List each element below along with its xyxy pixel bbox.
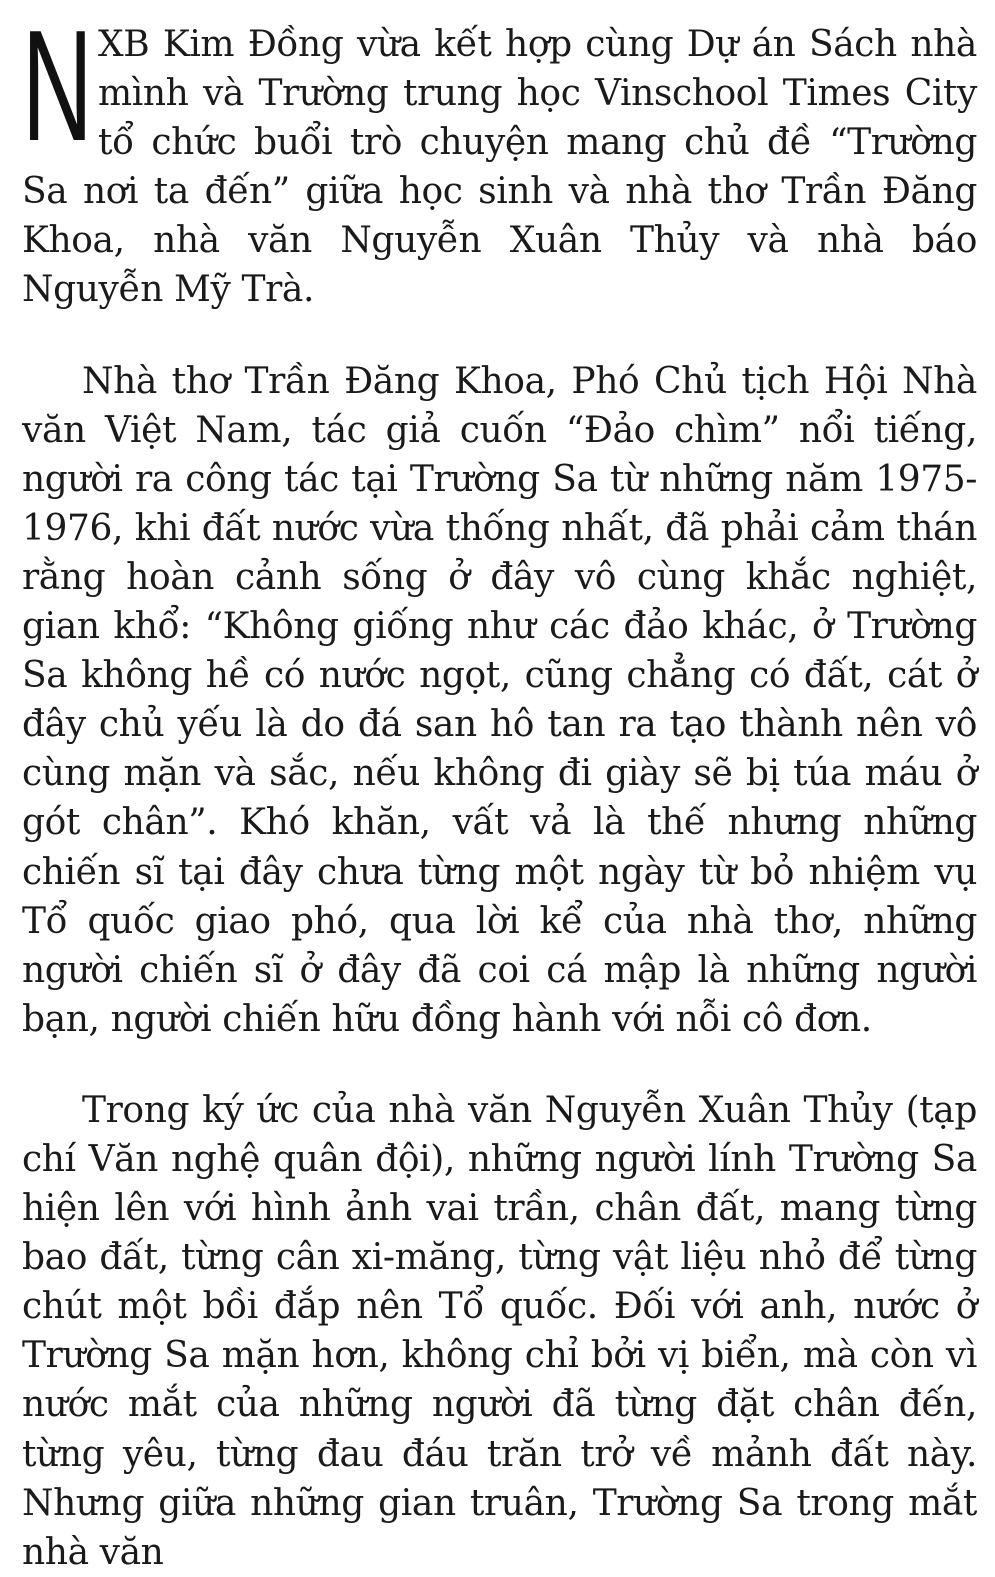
paragraph-intro: [22, 0, 977, 315]
paragraph-intro-text: XB Kim Đồng vừa kết hợp cùng Dự án Sách nhà mình và Trường trung học Vinschool Times City tổ chức buổi trò chuyện mang chủ đề “Trường Sa nơi ta đến” giữa học sinh và nhà thơ Trần Đăng Khoa, nhà văn Nguyễn Xuân Thủy và nhà báo Nguyễn Mỹ Trà.: [22, 24, 977, 311]
paragraph-nguyen-xuan-thuy: Trong ký ức của nhà văn Nguyễn Xuân Thủy (tạp chí Văn nghệ quân đội), những người lính Trường Sa hiện lên với hình ảnh vai trần, chân đất, mang từng bao đất, từng cân xi-măng, từng vật liệu nhỏ để từng chút một bồi đắp nên Tổ quốc. Đối với anh, nước ở Trường Sa mặn hơn, không chỉ bởi vị biển, mà còn vì nước mắt của những người đã từng đặt chân đến, từng yêu, từng đau đáu trăn trở về mảnh đất này. Nhưng giữa những gian truân, Trường Sa trong mắt nhà văn: [22, 1089, 977, 1573]
article-body: [22, 0, 977, 1573]
paragraph-tran-dang-khoa: Nhà thơ Trần Đăng Khoa, Phó Chủ tịch Hội Nhà văn Việt Nam, tác giả cuốn “Đảo chìm” nổi tiếng, người ra công tác tại Trường Sa từ những năm 1975-1976, khi đất nước vừa thống nhất, đã phải cảm thán rằng hoàn cảnh sống ở đây vô cùng khắc nghiệt, gian khổ: “Không giống như các đảo khác, ở Trường Sa không hề có nước ngọt, cũng chẳng có đất, cát ở đây chủ yếu là do đá san hô tan ra tạo thành nên vô cùng mặn và sắc, nếu không đi giày sẽ bị túa máu ở gót chân”. Khó khăn, vất vả là thế nhưng những chiến sĩ tại đây chưa từng một ngày từ bỏ nhiệm vụ Tổ quốc giao phó, qua lời kể của nhà thơ, những người chiến sĩ ở đây đã coi cá mập là những người bạn, người chiến hữu đồng hành với nỗi cô đơn.: [22, 360, 977, 1040]
drop-cap: N: [22, 0, 93, 174]
